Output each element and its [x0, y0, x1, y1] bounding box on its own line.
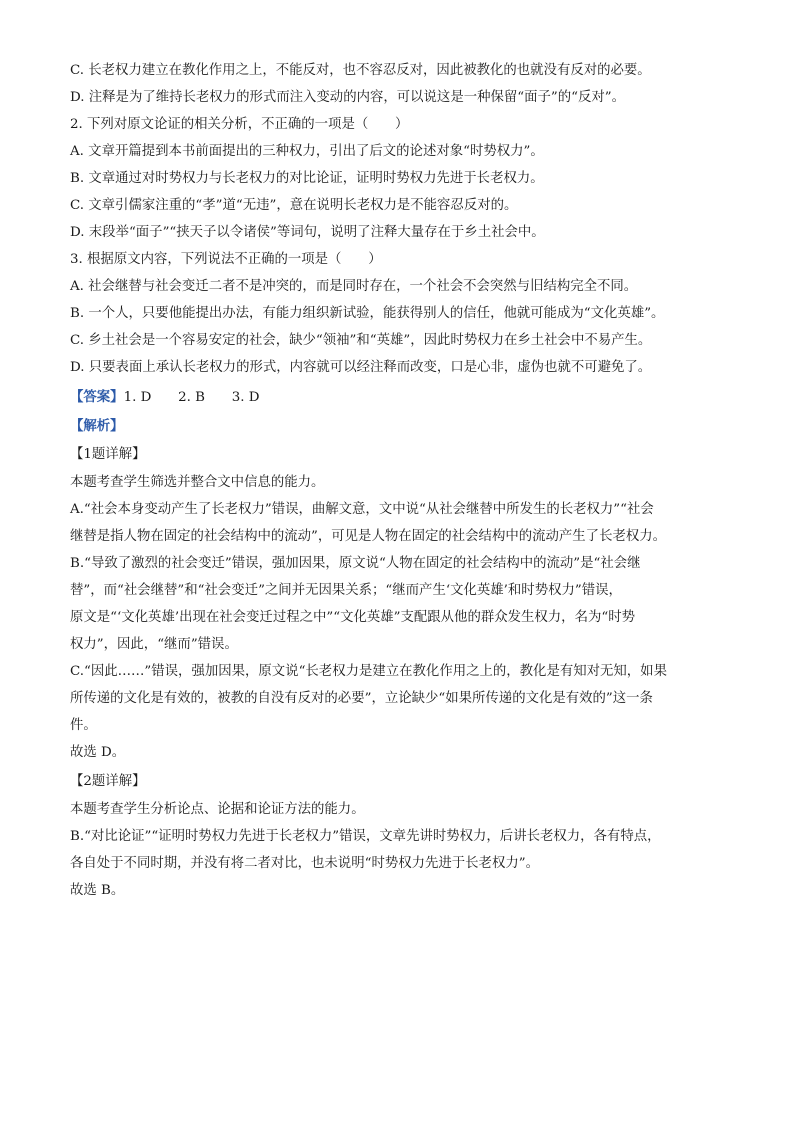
q1-detail-line: 原文是“‘文化英雄’出现在社会变迁过程之中”“文化英雄”支配跟从他的群众发生权力，名为“时势 — [70, 610, 635, 625]
q1-detail-line: 所传递的文化是有效的，被教的自没有反对的必要”，立论缺少“如果所传递的文化是有效的”这一条 — [70, 691, 653, 706]
q1-option-d: D. 注释是为了维持长老权力的形式而注入变动的内容，可以说这是一种保留“面子”的“反对”。 — [70, 90, 625, 105]
q2-detail-line: B.“对比论证”“证明时势权力先进于长老权力”错误，文章先讲时势权力，后讲长老权力，各有特点， — [70, 829, 661, 844]
q1-detail-line: 权力”，因此，“继而”错误。 — [70, 637, 238, 652]
q3-option-c: C. 乡土社会是一个容易安定的社会，缺少“领袖”和“英雄”，因此时势权力在乡土社会中不易产生。 — [70, 333, 652, 348]
q1-detail-heading: 【1题详解】 — [70, 446, 146, 462]
q2-option-b: B. 文章通过对时势权力与长老权力的对比论证，证明时势权力先进于长老权力。 — [70, 171, 544, 186]
q2-detail-line: 本题考查学生分析论点、论据和论证方法的能力。 — [70, 802, 365, 817]
q1-detail-line: 件。 — [70, 718, 97, 733]
answer-line — [70, 388, 730, 407]
q1-option-c: C. 长老权力建立在教化作用之上，不能反对，也不容忍反对，因此被教化的也就没有反对的必要。 — [70, 63, 651, 78]
question-2-stem: 2. 下列对原文论证的相关分析，不正确的一项是（ ） — [70, 117, 409, 132]
q2-option-c: C. 文章引儒家注重的“孝”道“无违”，意在说明长老权力是不能容忍反对的。 — [70, 198, 518, 213]
q1-detail-line: A.“社会本身变动产生了长老权力”错误，曲解文意，文中说“从社会继替中所发生的长老权力”“社会 — [70, 502, 654, 517]
q1-detail-line: 本题考查学生筛选并整合文中信息的能力。 — [70, 475, 325, 490]
q1-detail-line: 继替是指人物在固定的社会结构中的流动”，可见是人物在固定的社会结构中的流动产生了长老权力。 — [70, 529, 667, 544]
question-3-stem: 3. 根据原文内容，下列说法不正确的一项是（ ） — [70, 252, 382, 267]
q3-option-d: D. 只要表面上承认长老权力的形式，内容就可以经注释而改变，口是心非，虚伪也就不可避免了。 — [70, 360, 652, 375]
q2-option-a: A. 文章开篇提到本书前面提出的三种权力，引出了后文的论述对象“时势权力”。 — [70, 144, 544, 159]
q2-option-d: D. 末段举“面子”“挟天子以令诸侯”等词句，说明了注释大量存在于乡土社会中。 — [70, 225, 545, 240]
q3-option-b: B. 一个人，只要他能提出办法，有能力组织新试验，能获得别人的信任，他就可能成为“文化英雄”。 — [70, 306, 665, 321]
q3-option-a: A. 社会继替与社会变迁二者不是冲突的，而是同时存在，一个社会不会突然与旧结构完全不同。 — [70, 279, 638, 294]
answer-values: 1. D 2. B 3. D — [123, 389, 260, 405]
q2-conclusion: 故选 B。 — [70, 883, 125, 898]
answer-tag: 【答案】 — [70, 388, 124, 405]
q1-detail-line: B.“导致了激烈的社会变迁”错误，强加因果，原文说“人物在固定的社会结构中的流动”是“社会继 — [70, 556, 641, 571]
document-body — [70, 62, 730, 909]
q1-detail-line: C.“因此……”错误，强加因果，原文说“长老权力是建立在教化作用之上的，教化是有知对无知，如果 — [70, 664, 667, 679]
q2-detail-heading: 【2题详解】 — [70, 773, 146, 789]
analysis-tag: 【解析】 — [70, 418, 124, 434]
q1-conclusion: 故选 D。 — [70, 745, 126, 760]
q2-detail-line: 各自处于不同时期，并没有将二者对比，也未说明“时势权力先进于长老权力”。 — [70, 856, 539, 871]
q1-detail-line: 替”，而“社会继替”和“社会变迁”之间并无因果关系；“继而产生‘文化英雄’和时势权力”错误， — [70, 583, 622, 598]
